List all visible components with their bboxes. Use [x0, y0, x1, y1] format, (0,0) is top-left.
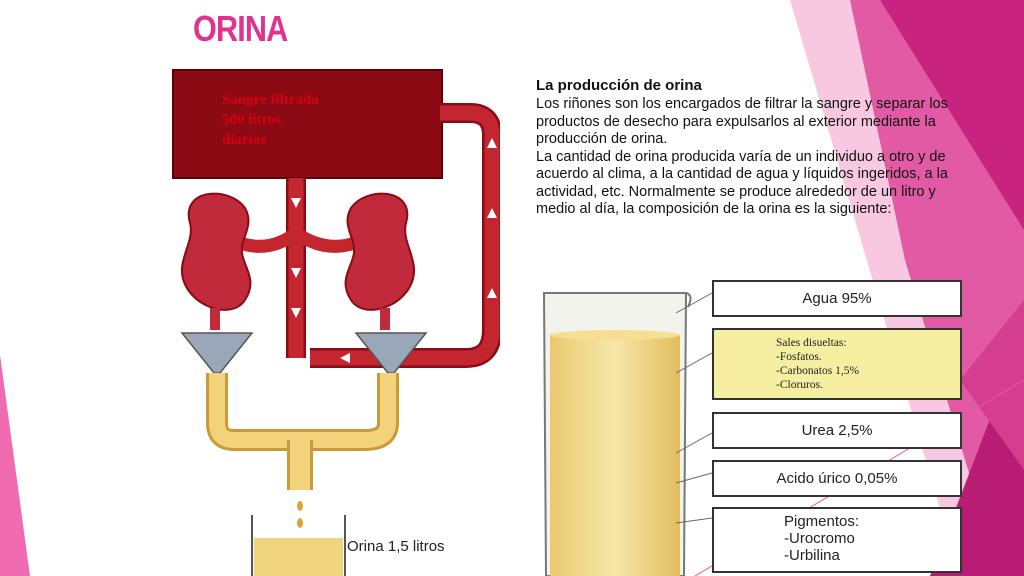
urea-label: Urea 2,5%	[801, 422, 873, 439]
info-heading: La producción de orina	[536, 77, 702, 94]
salts-item: -Fosfatos.	[776, 351, 822, 363]
urine-surface	[550, 330, 680, 340]
pigments-item: -Urocromo	[784, 530, 855, 547]
urine-output-label: Orina 1,5 litros	[347, 538, 445, 555]
info-paragraph: La cantidad de orina producida varía de un individuo a otro y de acuerdo al clima, a la cantidad de agua y líquidos ingeridos, a la actividad, etc. Normalmente se produce alrededor de un litro y medio al día, la composición de la orina es la siguiente:	[536, 148, 948, 217]
left-renal-vessel	[240, 233, 296, 246]
salts-box	[712, 328, 962, 400]
right-kidney	[346, 194, 415, 310]
salts-title: Sales disueltas:	[776, 337, 847, 349]
info-paragraph: Los riñones son los encargados de filtrar la sangre y separar los productos de desecho para expulsarlos al exterior mediante la producción de orina.	[536, 96, 948, 147]
urine-tube-outline	[217, 373, 388, 440]
urine-drop	[297, 501, 303, 511]
slide-title: ORINA	[193, 8, 288, 49]
uric-acid-box	[712, 460, 962, 497]
left-funnel	[182, 333, 252, 373]
pigments-box	[712, 507, 962, 573]
salts-item: -Cloruros.	[776, 379, 823, 391]
pigments-item: -Urbilina	[784, 547, 840, 564]
blood-filtered-label: Sangre filtrada 500 litros diarios	[222, 92, 319, 148]
water-box	[712, 280, 962, 317]
urea-box	[712, 412, 962, 449]
info-body	[536, 96, 956, 219]
decor-left-triangle	[0, 355, 30, 576]
water-label: Agua 95%	[802, 290, 872, 307]
cylinder-urine	[550, 335, 680, 576]
uric-acid-label: Acido úrico 0,05%	[776, 470, 898, 487]
left-kidney	[182, 194, 251, 310]
graduated-cylinder	[536, 283, 716, 576]
right-renal-vessel	[296, 233, 355, 246]
salts-item: -Carbonatos 1,5%	[776, 365, 860, 377]
urine-drop	[297, 518, 303, 528]
beaker-urine	[254, 538, 343, 576]
pigments-title: Pigmentos:	[784, 513, 860, 530]
